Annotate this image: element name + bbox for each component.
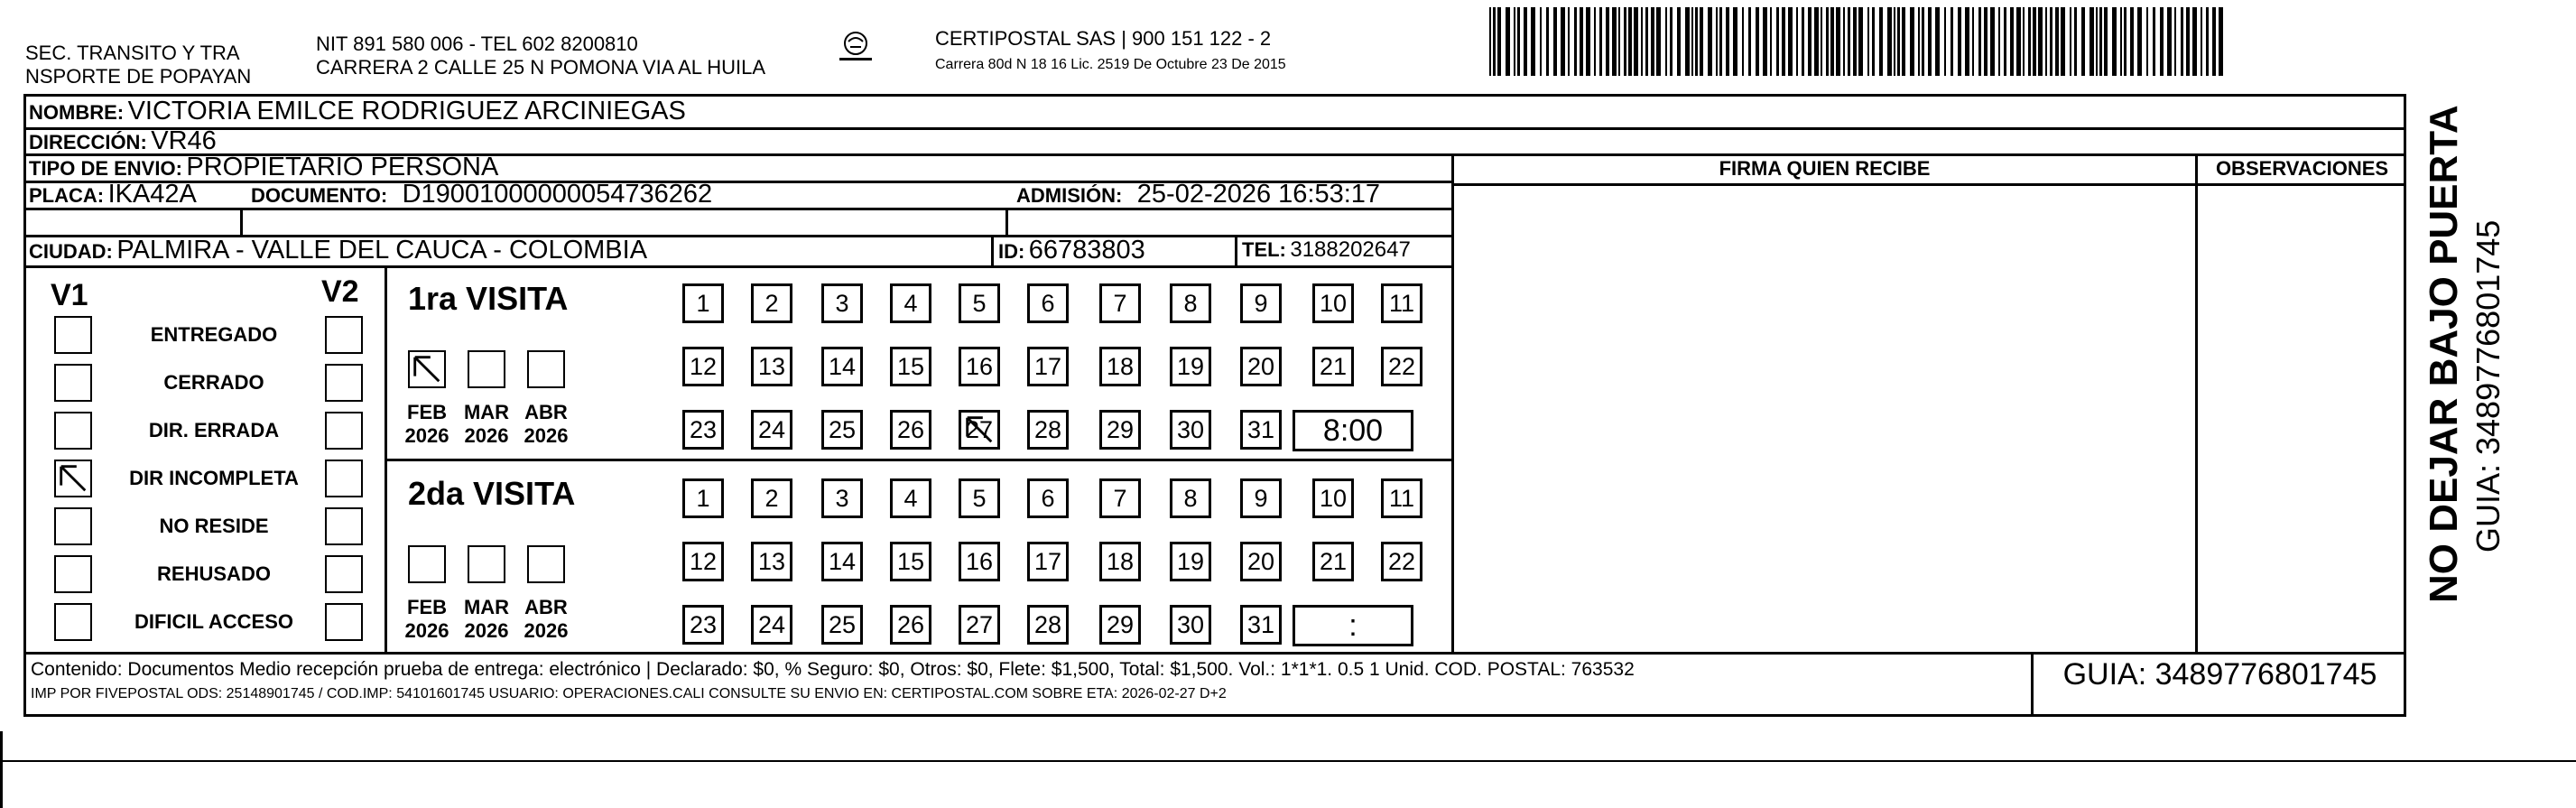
day-box[interactable] [821,410,863,450]
status-label: REHUSADO [157,562,271,585]
day-mark-icon [961,413,997,447]
city-label: CIUDAD: [29,240,113,263]
day-number: 7 [1113,290,1127,317]
day-number: 22 [1387,353,1416,380]
time-field[interactable]: 8:00 [1293,410,1413,451]
courier-info [935,27,1286,74]
time-field[interactable]: : [1293,605,1413,646]
day-number: 14 [828,548,857,575]
day-box[interactable] [682,478,724,518]
month-name: MAR [463,596,510,618]
day-number: 30 [1176,416,1205,443]
id-label: ID: [998,240,1025,263]
plate-field [29,179,197,214]
month-name: ABR [524,596,568,618]
v2-checkbox[interactable] [325,460,363,497]
day-box[interactable] [890,347,931,386]
day-box[interactable] [1381,283,1422,323]
document-field [251,179,712,214]
day-box[interactable] [1099,542,1141,581]
day-number: 20 [1246,548,1275,575]
day-box[interactable] [1027,478,1069,518]
month-year: 2026 [524,424,569,447]
month-year: 2026 [404,619,449,642]
day-number: 5 [972,290,987,317]
nit-line: NIT 891 580 006 - TEL 602 8200810 [316,33,638,55]
day-box[interactable] [1099,605,1141,645]
day-number: 29 [1106,416,1135,443]
courier-line: CERTIPOSTAL SAS | 900 151 122 - 2 [935,27,1272,50]
day-number: 9 [1254,290,1268,317]
day-number: 4 [903,290,918,317]
day-number: 25 [828,611,857,638]
issuer-line-2: NSPORTE DE POPAYAN [25,65,252,88]
day-box[interactable] [821,283,863,323]
name-label: NOMBRE: [29,101,125,124]
day-number: 12 [689,353,718,380]
v1-checkbox[interactable] [54,412,92,450]
v2-label: V2 [321,274,359,309]
day-box[interactable] [959,605,1000,645]
month-label [519,596,573,643]
day-number: 11 [1388,485,1415,512]
day-box[interactable] [1170,347,1211,386]
day-box[interactable] [1170,605,1211,645]
city-value: PALMIRA - VALLE DEL CAUCA - COLOMBIA [116,236,648,265]
day-box[interactable] [751,542,792,581]
day-number: 11 [1388,290,1415,317]
address-label: DIRECCIÓN: [29,131,147,153]
day-number: 14 [828,353,857,380]
day-number: 23 [689,416,718,443]
day-number: 15 [896,548,925,575]
day-number: 23 [689,611,718,638]
day-box[interactable] [890,478,931,518]
day-number: 30 [1176,611,1205,638]
month-label [519,401,573,448]
day-number: 10 [1319,485,1348,512]
month-name: FEB [407,596,447,618]
shipment-value: PROPIETARIO PERSONA [186,153,499,181]
day-number: 8 [1183,485,1198,512]
day-box[interactable] [1027,347,1069,386]
day-number: 8 [1183,290,1198,317]
day-box[interactable] [682,542,724,581]
day-box[interactable] [959,283,1000,323]
month-name: FEB [407,401,447,423]
month-checkbox[interactable] [468,350,505,388]
day-number: 27 [965,611,994,638]
month-label [459,596,514,643]
day-box[interactable] [1027,410,1069,450]
side-warning: NO DEJAR BAJO PUERTA [2422,105,2466,603]
day-box[interactable] [1240,542,1282,581]
admission-field [1016,179,1380,214]
month-label [459,401,514,448]
day-number: 18 [1106,548,1135,575]
day-number: 16 [965,548,994,575]
day-number: 28 [1033,611,1062,638]
day-box[interactable] [1099,478,1141,518]
day-number: 9 [1254,485,1268,512]
content-line: Contenido: Documentos Medio recepción prueba de entrega: electrónico | Declarado: $0, % Seguro: $0, Otros: $0, Flete: $1,500, Total: $1,500. Vol.: 1*1*1. 0.5 1 Unid. COD. POSTAL: 763532 [31,659,1635,680]
day-box[interactable] [821,605,863,645]
observations-header: OBSERVACIONES [2215,157,2389,180]
day-number: 5 [972,485,987,512]
signature-header: FIRMA QUIEN RECIBE [1719,157,1931,180]
day-number: 19 [1176,548,1205,575]
imp-line: IMP POR FIVEPOSTAL ODS: 25148901745 / COD.IMP: 54101601745 USUARIO: OPERACIONES.CALI CONSULTE SU ENVIO EN: CERTIPOSTAL.COM SOBRE ETA: 2026-02-27 D+2 [31,686,1227,701]
day-number: 4 [903,485,918,512]
page-edge-left [0,731,3,808]
status-label: ENTREGADO [150,323,278,346]
status-label: NO RESIDE [159,515,269,537]
month-checkbox[interactable] [408,350,446,388]
id-field [998,235,1145,270]
month-year: 2026 [464,424,509,447]
day-number: 2 [764,290,779,317]
day-number: 12 [689,548,718,575]
day-box[interactable] [1240,478,1282,518]
day-box[interactable] [682,347,724,386]
day-box[interactable] [682,605,724,645]
day-box[interactable] [1170,542,1211,581]
day-box[interactable] [821,542,863,581]
status-label: DIR. ERRADA [148,419,280,441]
day-box[interactable] [1027,605,1069,645]
month-name: MAR [463,401,510,423]
day-box[interactable] [821,347,863,386]
v2-checkbox[interactable] [325,412,363,450]
day-number: 21 [1319,353,1348,380]
v2-checkbox[interactable] [325,603,363,641]
v2-checkbox[interactable] [325,316,363,354]
v2-checkbox[interactable] [325,507,363,545]
month-year: 2026 [464,619,509,642]
issuer-contact [316,33,765,79]
tel-field [1242,235,1411,268]
day-number: 24 [757,416,786,443]
day-number: 18 [1106,353,1135,380]
visit-title: 2da VISITA [408,475,576,512]
day-number: 19 [1176,353,1205,380]
day-number: 25 [828,416,857,443]
day-number: 29 [1106,611,1135,638]
certipostal-logo-icon [836,29,876,65]
day-number: 6 [1041,485,1055,512]
month-checkbox[interactable] [468,545,505,583]
day-number: 13 [757,548,786,575]
day-number: 31 [1246,611,1275,638]
month-name: ABR [524,401,568,423]
day-box[interactable] [890,283,931,323]
day-number: 20 [1246,353,1275,380]
day-number: 15 [896,353,925,380]
day-number: 6 [1041,290,1055,317]
plate-label: PLACA: [29,184,105,207]
day-box[interactable] [682,410,724,450]
day-box[interactable] [1312,283,1354,323]
month-checkbox[interactable] [408,545,446,583]
day-box[interactable] [1170,283,1211,323]
barcode-icon [1489,7,2229,76]
status-label: DIR INCOMPLETA [129,467,299,489]
v1-label: V1 [51,278,88,312]
day-number: 26 [896,416,925,443]
day-box[interactable] [821,478,863,518]
day-box[interactable] [1099,283,1141,323]
day-box[interactable] [1240,283,1282,323]
day-number: 28 [1033,416,1062,443]
day-number: 21 [1319,548,1348,575]
month-label [400,596,454,643]
courier-license: Carrera 80d N 18 16 Lic. 2519 De Octubre 23 De 2015 [935,57,1286,72]
issuer-name [25,42,251,88]
month-year: 2026 [524,619,569,642]
day-number: 7 [1113,485,1127,512]
v2-checkbox[interactable] [325,364,363,402]
issuer-line-1: SEC. TRANSITO Y TRA [25,42,240,64]
guia-box: GUIA: 3489776801745 [2062,657,2377,692]
address-line: CARRERA 2 CALLE 25 N POMONA VIA AL HUILA [316,56,766,79]
side-guia: GUIA: 3489776801745 [2469,219,2507,553]
day-number: 3 [835,485,849,512]
day-box[interactable] [1099,410,1141,450]
day-box[interactable] [751,410,792,450]
day-box[interactable] [1170,478,1211,518]
day-number: 22 [1387,548,1416,575]
day-box[interactable] [1027,283,1069,323]
tel-value: 3188202647 [1290,237,1411,262]
day-number: 27 [965,416,994,443]
v1-checkbox[interactable] [54,364,92,402]
v1-checkbox[interactable] [54,316,92,354]
day-box[interactable] [1381,347,1422,386]
v2-checkbox[interactable] [325,555,363,593]
city-field [29,235,647,270]
day-box[interactable] [959,347,1000,386]
month-label [400,401,454,448]
admission-value: 25-02-2026 16:53:17 [1136,180,1381,209]
day-box[interactable] [890,542,931,581]
day-number: 2 [764,485,779,512]
visit-title: 1ra VISITA [408,280,569,317]
day-box[interactable] [959,542,1000,581]
document-value: D19001000000054736262 [402,180,713,209]
day-box[interactable] [1170,410,1211,450]
day-number: 26 [896,611,925,638]
day-number: 13 [757,353,786,380]
v1-checkbox[interactable] [54,460,92,497]
shipment-label: TIPO DE ENVIO: [29,157,182,180]
day-box[interactable] [1240,410,1282,450]
status-label: CERRADO [163,371,264,394]
day-box[interactable] [890,605,931,645]
v1-checkbox[interactable] [54,555,92,593]
day-number: 17 [1033,548,1062,575]
day-box[interactable] [1240,347,1282,386]
day-box[interactable] [1381,478,1422,518]
day-box[interactable] [751,478,792,518]
day-number: 24 [757,611,786,638]
month-checkbox[interactable] [527,350,565,388]
day-number: 31 [1246,416,1275,443]
day-box[interactable] [1312,347,1354,386]
day-number: 3 [835,290,849,317]
day-box[interactable] [890,410,931,450]
day-number: 1 [696,290,710,317]
observations-area[interactable] [2198,186,2406,652]
day-number: 16 [965,353,994,380]
day-box[interactable] [1099,347,1141,386]
day-box[interactable] [959,410,1000,450]
day-box[interactable] [1240,605,1282,645]
day-number: 10 [1319,290,1348,317]
day-number: 17 [1033,353,1062,380]
day-box[interactable] [751,283,792,323]
day-number: 1 [696,485,710,512]
day-box[interactable] [959,478,1000,518]
address-value: VR46 [151,126,217,155]
v1-checkbox[interactable] [54,603,92,641]
admission-label: ADMISIÓN: [1016,184,1123,207]
status-label: DIFICIL ACCESO [134,610,293,633]
page-edge-line [0,760,2576,762]
v1-checkbox[interactable] [54,507,92,545]
day-box[interactable] [751,605,792,645]
tel-label: TEL: [1242,238,1286,261]
signature-area[interactable] [1454,186,2195,652]
month-year: 2026 [404,424,449,447]
day-box[interactable] [1027,542,1069,581]
document-label: DOCUMENTO: [251,184,388,207]
day-box[interactable] [1381,542,1422,581]
day-box[interactable] [751,347,792,386]
day-box[interactable] [1312,478,1354,518]
day-box[interactable] [682,283,724,323]
month-checkbox[interactable] [527,545,565,583]
plate-value: IKA42A [107,180,197,209]
name-value: VICTORIA EMILCE RODRIGUEZ ARCINIEGAS [127,97,686,125]
id-value: 66783803 [1028,236,1145,265]
day-box[interactable] [1312,542,1354,581]
